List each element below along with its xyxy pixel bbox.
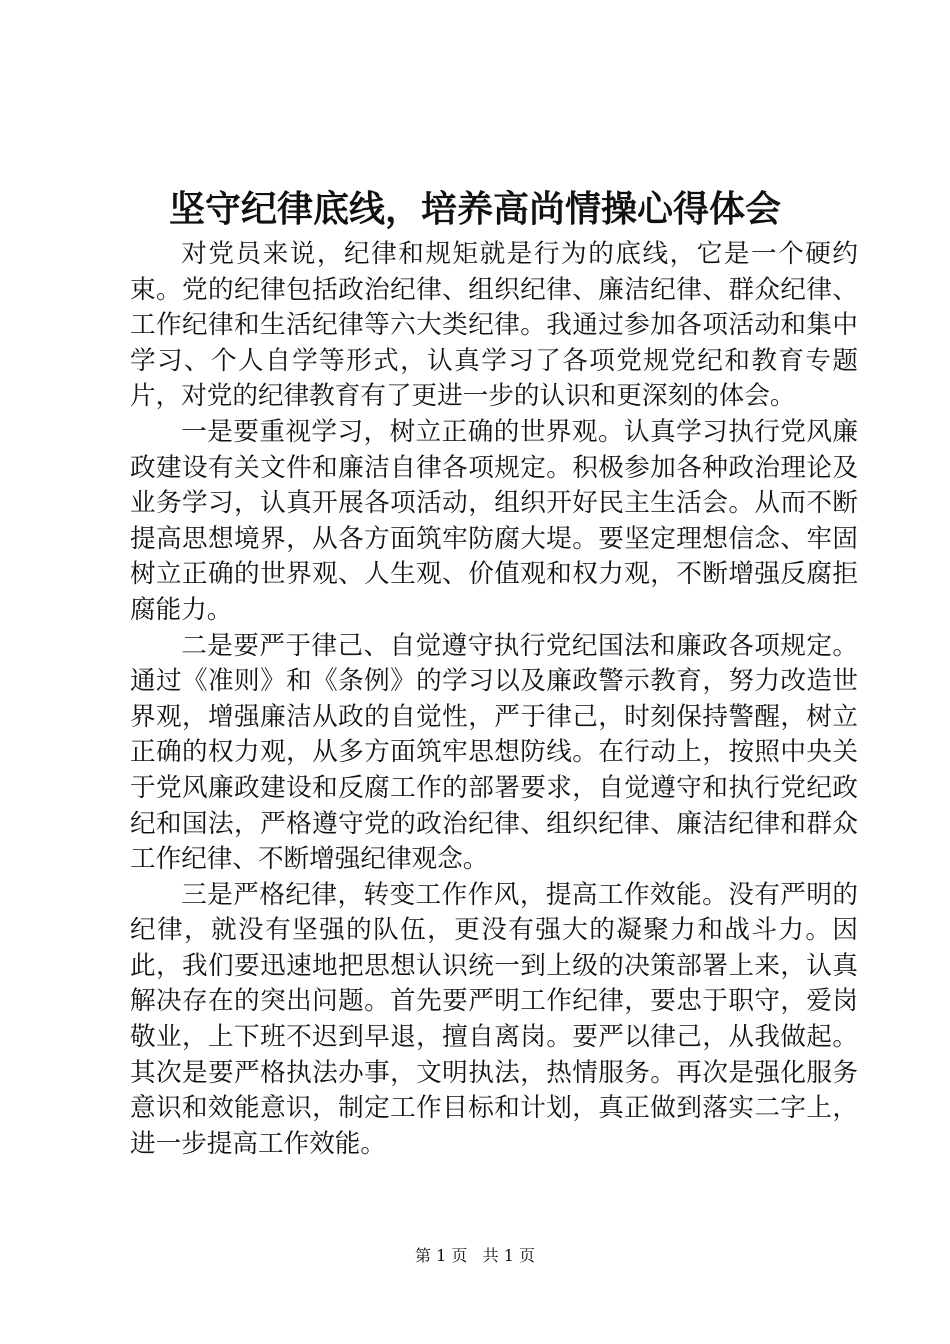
paragraph-point-two: 二是要严于律己、自觉遵守执行党纪国法和廉政各项规定。通过《准则》和《条例》的学习以及廉政警示教育，努力改造世界观，增强廉洁从政的自觉性，严于律己，时刻保持警醒，树立正确的权力观，从多方面筑牢思想防线。在行动上，按照中央关于党风廉政建设和反腐工作的部署要求，自觉遵守和执行党纪政纪和国法，严格遵守党的政治纪律、组织纪律、廉洁纪律和群众工作纪律、不断增强纪律观念。 xyxy=(130,630,858,875)
paragraph-point-one: 一是要重视学习，树立正确的世界观。认真学习执行党风廉政建设有关文件和廉洁自律各项规定。积极参加各种政治理论及业务学习，认真开展各项活动，组织开好民主生活会。从而不断提高思想境界，从各方面筑牢防腐大堤。要坚定理想信念、牢固树立正确的世界观、人生观、价值观和权力观，不断增强反腐拒腐能力。 xyxy=(130,416,858,625)
document-body xyxy=(130,237,858,1162)
page-number: 第 1 页 共 1 页 xyxy=(415,1246,535,1265)
page-footer xyxy=(0,1244,950,1268)
document-title: 坚守纪律底线，培养高尚情操心得体会 xyxy=(168,188,781,230)
paragraph-intro: 对党员来说，纪律和规矩就是行为的底线，它是一个硬约束。党的纪律包括政治纪律、组织纪律、廉洁纪律、群众纪律、工作纪律和生活纪律等六大类纪律。我通过参加各项活动和集中学习、个人自学等形式，认真学习了各项党规党纪和教育专题片，对党的纪律教育有了更进一步的认识和更深刻的体会。 xyxy=(130,239,858,412)
paragraph-point-three: 三是严格纪律，转变工作作风，提高工作效能。没有严明的纪律，就没有坚强的队伍，更没有强大的凝聚力和战斗力。因此，我们要迅速地把思想认识统一到上级的决策部署上来，认真解决存在的突出问题。首先要严明工作纪律，要忠于职守，爱岗敬业，上下班不迟到早退，擅自离岗。要严以律己，从我做起。其次是要严格执法办事，文明执法，热情服务。再次是强化服务意识和效能意识，制定工作目标和计划，真正做到落实二字上，进一步提高工作效能。 xyxy=(130,879,858,1159)
